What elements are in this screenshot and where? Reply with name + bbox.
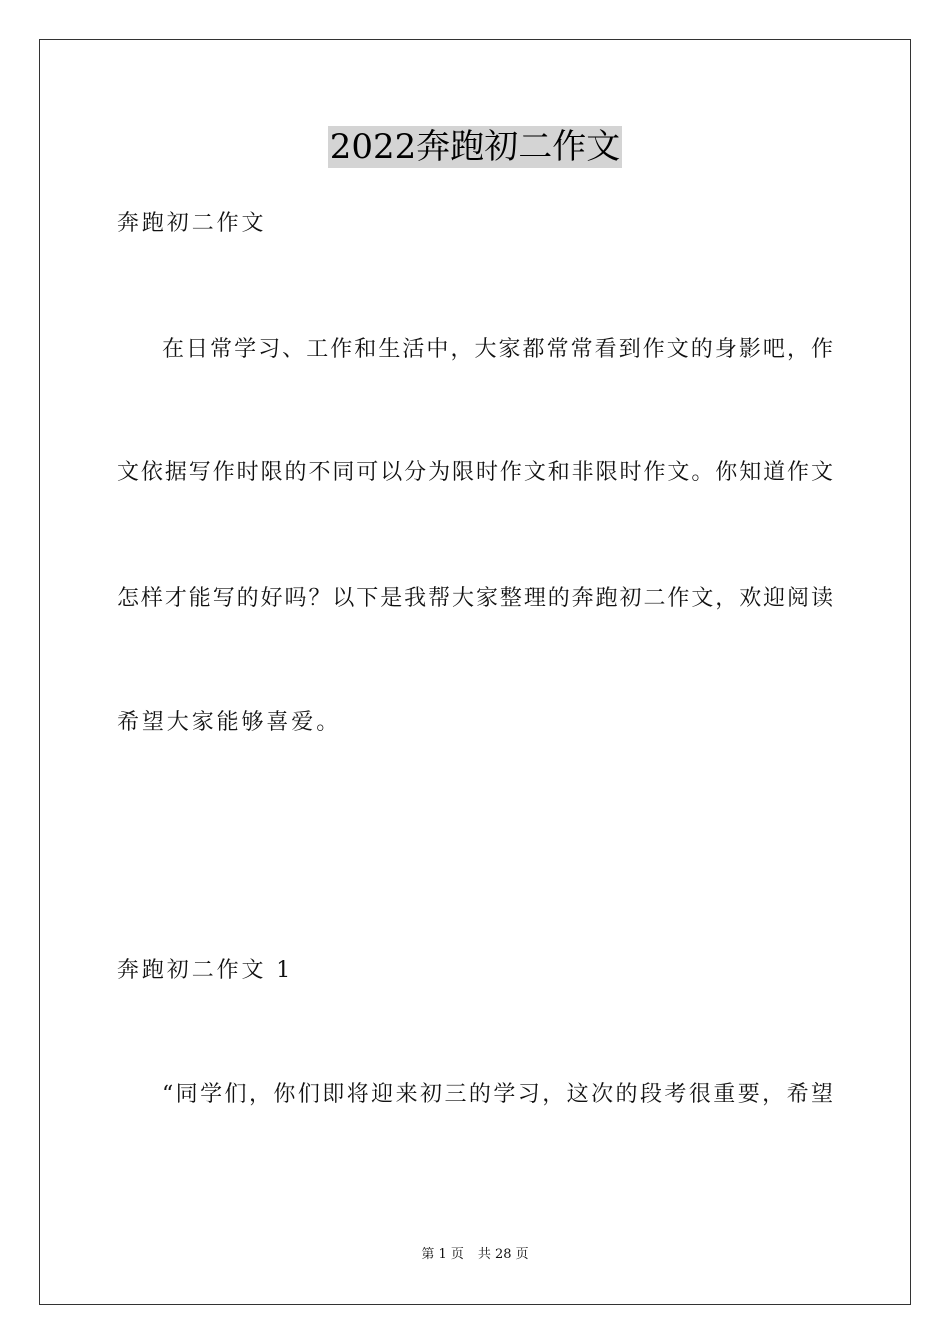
page-number: 第 1 页 xyxy=(421,1247,464,1262)
page-total: 共 28 页 xyxy=(477,1247,529,1262)
paragraph-line: 怎样才能写的好吗？以下是我帮大家整理的奔跑初二作文，欢迎阅读 xyxy=(117,586,833,611)
paragraph-line: 希望大家能够喜爱。 xyxy=(117,710,342,735)
document-subtitle: 奔跑初二作文 xyxy=(117,211,267,236)
title-container xyxy=(0,126,950,168)
section-heading: 奔跑初二作文 1 xyxy=(117,958,294,983)
document-title: 2022奔跑初二作文 xyxy=(329,127,621,167)
page-footer xyxy=(0,1246,950,1264)
paragraph-line: “同学们，你们即将迎来初三的学习，这次的段考很重要，希望 xyxy=(162,1082,833,1107)
paragraph-line: 在日常学习、工作和生活中，大家都常常看到作文的身影吧，作 xyxy=(162,337,833,362)
paragraph-line: 文依据写作时限的不同可以分为限时作文和非限时作文。你知道作文 xyxy=(117,460,833,485)
